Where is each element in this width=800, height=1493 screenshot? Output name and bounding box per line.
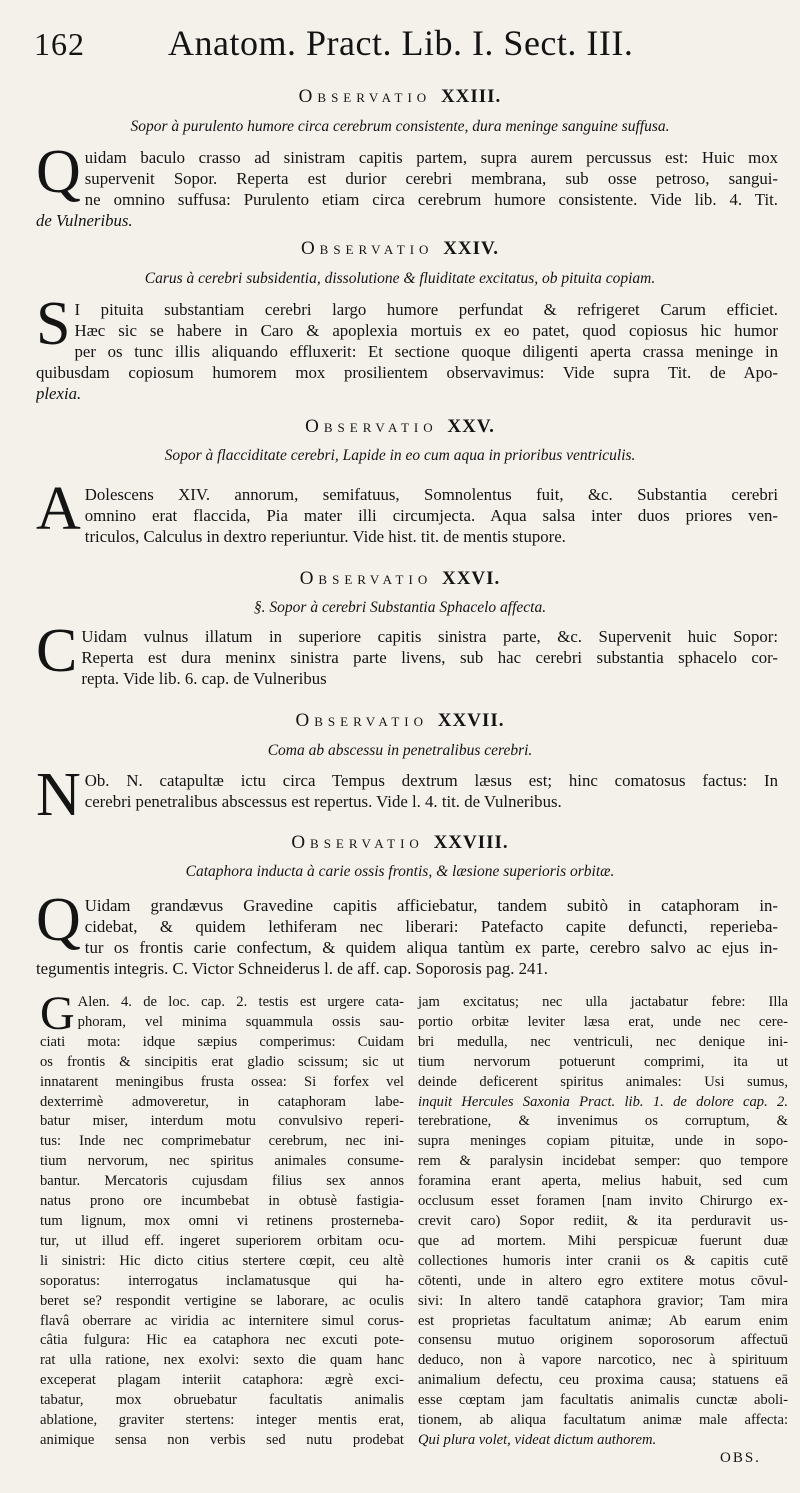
observation-heading-label: Observatio: [300, 238, 434, 259]
observation-heading-label: Observatio: [291, 832, 424, 853]
text-line: tium nervorum, nec spiritus animales consume-: [40, 1153, 404, 1170]
text-line: tus: Inde nec comprimebatur cerebrum, nec ini-: [40, 1133, 404, 1150]
commentary-right-column: [418, 993, 788, 1451]
page-number: 162: [34, 26, 85, 62]
observation-text: [36, 147, 778, 231]
text-line: est proprietas facultatum animæ; Ab earum enim: [418, 1312, 788, 1329]
text-line: cōtenti, unde in altero egro extitere motus cōvul-: [418, 1272, 788, 1289]
text-line: portio orbitæ leviter læsa erat, unde nec cere-: [418, 1013, 788, 1030]
drop-cap: A: [36, 484, 81, 543]
drop-cap: N: [36, 770, 81, 818]
text-line: animique sensa non verbis sed nutu prodebat: [40, 1431, 404, 1448]
text-line: uidam baculo crasso ad sinistram capitis partem, supra aurem percussus est: Huic mox: [84, 148, 778, 167]
text-line: Alen. 4. de loc. cap. 2. testis est urgere cata-: [77, 994, 404, 1010]
text-line: exceperat plagam interiit cataphora: ægrè exci-: [40, 1372, 404, 1389]
text-line: crevit caro) Sopor rediit, & ita perduravit us-: [418, 1212, 788, 1229]
text-line: li sinistri: Hic dicto citius stertere cœpit, ceu altè: [40, 1252, 404, 1269]
text-line: ciati mota: idque sæpius comperimus: Cuidam: [40, 1033, 404, 1050]
text-line: sivi: In altero tandē cataphora gravior; Tam mira: [418, 1292, 788, 1309]
text-line: consensu mutuo originem soporosorum affectuū: [418, 1332, 788, 1349]
text-line: bri medulla, nec ventriculi, nec denique ini-: [418, 1033, 788, 1050]
observation-heading: [30, 832, 770, 854]
observation-text: [36, 484, 778, 547]
text-line: inquit Hercules Saxonia Pract. lib. 1. de dolore cap. 2.: [418, 1093, 788, 1110]
text-line: Reperta est dura meninx sinistra parte livens, sub hac cerebri substantia sphacelo cor-: [81, 648, 778, 667]
text-line: Hæc sic se habere in Caro & apoplexia mortuis ex eo patet, quod copiosus hic humor: [74, 321, 778, 340]
text-line: plexia.: [36, 384, 82, 403]
text-line: occlusum esset foramen [nam invito Chirurgo ex-: [418, 1193, 788, 1210]
text-line: os frontis & sincipitis erat gladio scissum; sic ut: [40, 1053, 404, 1070]
text-line: tabatur, mox obruebatur facultatis animalis: [40, 1392, 404, 1409]
text-line: tegumentis integris. C. Victor Schneiderus l. de aff. cap. Soporosis pag. 241.: [36, 959, 548, 978]
text-line: per os tunc illis aliquando effluxerit: Et sectione quoque diligenti aperta crassa meninge in: [74, 342, 778, 361]
observation-subtitle: Coma ab abscessu in penetralibus cerebri.: [267, 742, 533, 759]
observation-text: [36, 299, 778, 404]
text-line: flavâ oberrare ac viridia ac internitere simul corus-: [40, 1312, 404, 1329]
text-line: triculos, Calculus in dextro reperiuntur. Vide hist. tit. de mentis stupore.: [84, 527, 566, 546]
text-line: que ad mortem. Mihi perspicuæ fuerunt duæ: [418, 1232, 788, 1249]
text-line: batur miser, interdum motu convulsivo reperi-: [40, 1113, 404, 1130]
text-line: animalium defectu, ceu proxima causa; statuens eā: [418, 1372, 788, 1389]
text-line: deduco, non à vapore narcotico, nec à spirituum: [418, 1352, 788, 1369]
catchword: OBS.: [720, 1450, 761, 1466]
observation-heading: [30, 710, 770, 732]
observation-heading: [30, 416, 770, 438]
text-line: Uidam vulnus illatum in superiore capitis sinistra parte, &c. Supervenit huic Sopor:: [81, 627, 778, 646]
text-line: supervenit Sopor. Reperta est durior cerebri membrana, sub osse petroso, sangui-: [84, 169, 778, 188]
observation-heading-label: Observatio: [299, 568, 433, 589]
commentary-left-column: [40, 987, 404, 1451]
text-line: Ob. N. catapultæ ictu circa Tempus dextrum læsus est; hinc comatosus factus: In: [84, 771, 778, 790]
text-line: omnino erat flaccida, Pia mater illi circumjecta. Aqua salsa inter duos priores ven-: [84, 506, 778, 525]
text-line: Dolescens XIV. annorum, semifatuus, Somnolentus fuit, &c. Substantia cerebri: [84, 485, 778, 504]
text-line: dexterrimè admoveretur, in cataphoram labe-: [40, 1093, 404, 1110]
text-line: cidebat, & quidem lethiferam nec liberari: Patefacto capite defuncti, reperieba-: [84, 917, 778, 936]
text-line: tium nervorum potuerunt comprimi, ita ut: [418, 1053, 788, 1070]
text-line: phoram, vel minima squammula ossis sau-: [77, 1013, 404, 1030]
text-line: cerebri penetralibus abscessus est repertus. Vide l. 4. tit. de Vulneribus.: [84, 792, 562, 811]
observation-heading: [30, 86, 770, 108]
text-line: innatarent meningibus frusta ossea: Si forfex vel: [40, 1073, 404, 1090]
observation-numeral: XXIII.: [440, 86, 502, 107]
text-line: quibusdam copiosum humorem mox prosilientem observavimus: Vide supra Tit. de Apo-: [36, 363, 778, 382]
observation-heading: [30, 238, 770, 260]
text-line: câtia fulgura: Hic ea cataphora nec excuti pote-: [40, 1332, 404, 1349]
observation-subtitle: §. Sopor à cerebri Substantia Sphacelo affecta.: [253, 599, 547, 616]
text-line: ablatione, graviter stertens: integer mentis erat,: [40, 1412, 404, 1429]
observation-heading-label: Observatio: [298, 86, 432, 107]
observation-numeral: XXIV.: [443, 238, 500, 259]
text-line: Uidam grandævus Gravedine capitis afficiebatur, tandem subitò in cataphoram in-: [84, 896, 778, 915]
text-line: tur, ut illud eff. ingeret superiorem orbitam ocu-: [40, 1232, 404, 1249]
text-line: jam excitatus; nec ulla jactabatur febre: Illa: [418, 994, 788, 1010]
text-line: tur os frontis carie confectum, & quidem aliqua tantùm ex parte, cerebro salvo ac ejus in-: [84, 938, 778, 957]
text-line: deinde deficerent spiritus animales: Usi sumus,: [418, 1073, 788, 1090]
observation-text: [36, 626, 778, 689]
drop-cap: S: [36, 299, 71, 358]
text-line: Qui plura volet, videat dictum authorem.: [418, 1431, 657, 1448]
text-line: tum lignum, mox omni vi retinens prosterneba-: [40, 1212, 404, 1229]
observation-numeral: XXVIII.: [433, 832, 509, 853]
drop-cap: G: [40, 987, 75, 1040]
text-line: foramina erant aperta, melius habuit, sed cum: [418, 1173, 788, 1190]
text-line: repta. Vide lib. 6. cap. de Vulneribus: [81, 669, 327, 688]
observation-subtitle: Sopor à purulento humore circa cerebrum consistente, dura meninge sanguine suffusa.: [130, 118, 670, 135]
observation-numeral: XXVI.: [441, 568, 501, 589]
drop-cap: Q: [36, 895, 81, 954]
observation-subtitle: Carus à cerebri subsidentia, dissolutione & fluiditate excitatus, ob pituita copiam.: [144, 270, 656, 287]
text-line: terebratione, & invenimus os corruptum, &: [418, 1113, 788, 1130]
text-line: rem & paralysin incidebat semper: quo tempore: [418, 1153, 788, 1170]
observation-text: [36, 770, 778, 818]
running-title: Anatom. Pract. Lib. I. Sect. III.: [168, 23, 634, 63]
text-line: de Vulneribus.: [36, 211, 133, 230]
observation-subtitle: Sopor à flacciditate cerebri, Lapide in eo cum aqua in prioribus ventriculis.: [164, 447, 636, 464]
text-line: supra meninges copiam pituitæ, unde in sopo-: [418, 1133, 788, 1150]
observation-numeral: XXV.: [447, 416, 495, 437]
text-line: natus prono ore incumbebat in obtusè fastigia-: [40, 1193, 404, 1210]
observation-text: [36, 895, 778, 979]
drop-cap: Q: [36, 147, 81, 206]
text-line: I pituita substantiam cerebri largo humore perfundat & refrigeret Carum efficiet.: [74, 300, 778, 319]
observation-subtitle: Cataphora inducta à carie ossis frontis, & læsione superioris orbitæ.: [185, 863, 615, 880]
observation-heading: [30, 568, 770, 590]
text-line: bantur. Mercatoris cujusdam filius sex annos: [40, 1173, 404, 1190]
drop-cap: C: [36, 626, 78, 685]
text-line: tionem, ab aliqua facultatum animæ male affecta:: [418, 1412, 788, 1429]
text-line: esse cœptam jam facultatis animalis cunctæ aboli-: [418, 1392, 788, 1409]
observation-heading-label: Observatio: [305, 416, 438, 437]
text-line: ne omnino suffusa: Purulento etiam circa cerebrum humore consistente. Vide lib. 4. Tit.: [84, 190, 778, 209]
text-line: beret se? respondit vertigine se laborare, ac oculis: [40, 1292, 404, 1309]
observation-numeral: XXVII.: [437, 710, 505, 731]
text-line: collectiones humoris inter cranii os & capitis cutē: [418, 1252, 788, 1269]
text-line: rat ulla ratione, nex exolvi: sexto die quam hanc: [40, 1352, 404, 1369]
text-line: soporatus: interrogatus inclamatusque qui ha-: [40, 1272, 404, 1289]
observation-heading-label: Observatio: [295, 710, 429, 731]
